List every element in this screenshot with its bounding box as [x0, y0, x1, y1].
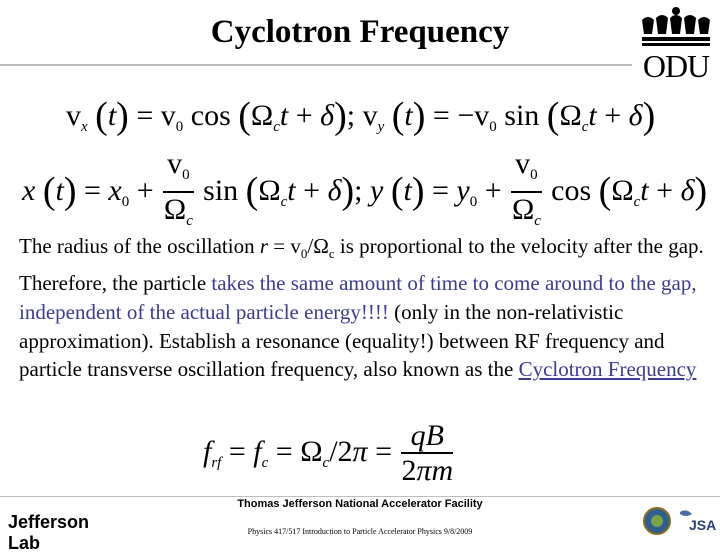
odu-logo-text: ODU	[642, 48, 710, 84]
jefferson-lab-logo-text: Jefferson Lab	[8, 512, 90, 553]
para-text-5: (only in the non-relativistic approximation). Establish a resonance (equality!) between RF frequency and particle transverse oscillation frequency, also known as the	[19, 299, 665, 382]
slide-title: Cyclotron Frequency	[210, 14, 510, 50]
para-sub-c: c	[328, 246, 335, 262]
position-equations: x $(t) = x_0$ + $\frac{v_0}{\Omega_c}$ $\sin (\Omega_ct + \delta)$; y $(t) = y_0$ + $\frac{v_0}{\Omega_c}$ $\cos (\Omega_ct + \delta)$	[22, 147, 708, 229]
jsa-text: JSA	[689, 517, 717, 533]
para-text-2: = v	[268, 234, 301, 258]
para-text-4: is proportional to the velocity after the gap. Therefore, the particle	[19, 234, 704, 295]
para-highlight: takes the same amount of time to come around to the gap, independent of the actual particle energy!!!!	[19, 270, 697, 324]
body-paragraph	[19, 232, 709, 384]
cyclotron-frequency-link[interactable]: Cyclotron Frequency	[518, 357, 697, 382]
para-r: r	[259, 234, 269, 258]
jefferson-lab-logo	[4, 510, 116, 553]
para-text-3: /Ω	[307, 234, 329, 258]
cyclotron-frequency-equation: $f_{rf} = f_c = \Omega_c/2\pi$ = $\frac{qB}{2\pi m}$	[203, 419, 454, 487]
para-text-1: The radius of the oscillation	[19, 234, 260, 258]
velocity-equations: $v_x$ $(t) = v_0$ $\cos (\Omega_ct + \delta)$; $v_y$ $(t) = -v_0$ $\sin (\Omega_ct + \delta)$	[66, 95, 656, 137]
odu-logo	[638, 6, 714, 82]
title-divider	[0, 64, 632, 66]
doe-jsa-seals-icon	[640, 504, 718, 538]
footer-lab-name: Thomas Jefferson National Accelerator Facility	[237, 498, 483, 510]
footer-course-note: Physics 417/517 Introduction to Particle Accelerator Physics 9/8/2009	[247, 527, 473, 536]
footer-divider	[0, 496, 720, 497]
para-sub-0: 0	[300, 246, 308, 262]
crown-icon	[638, 6, 714, 50]
